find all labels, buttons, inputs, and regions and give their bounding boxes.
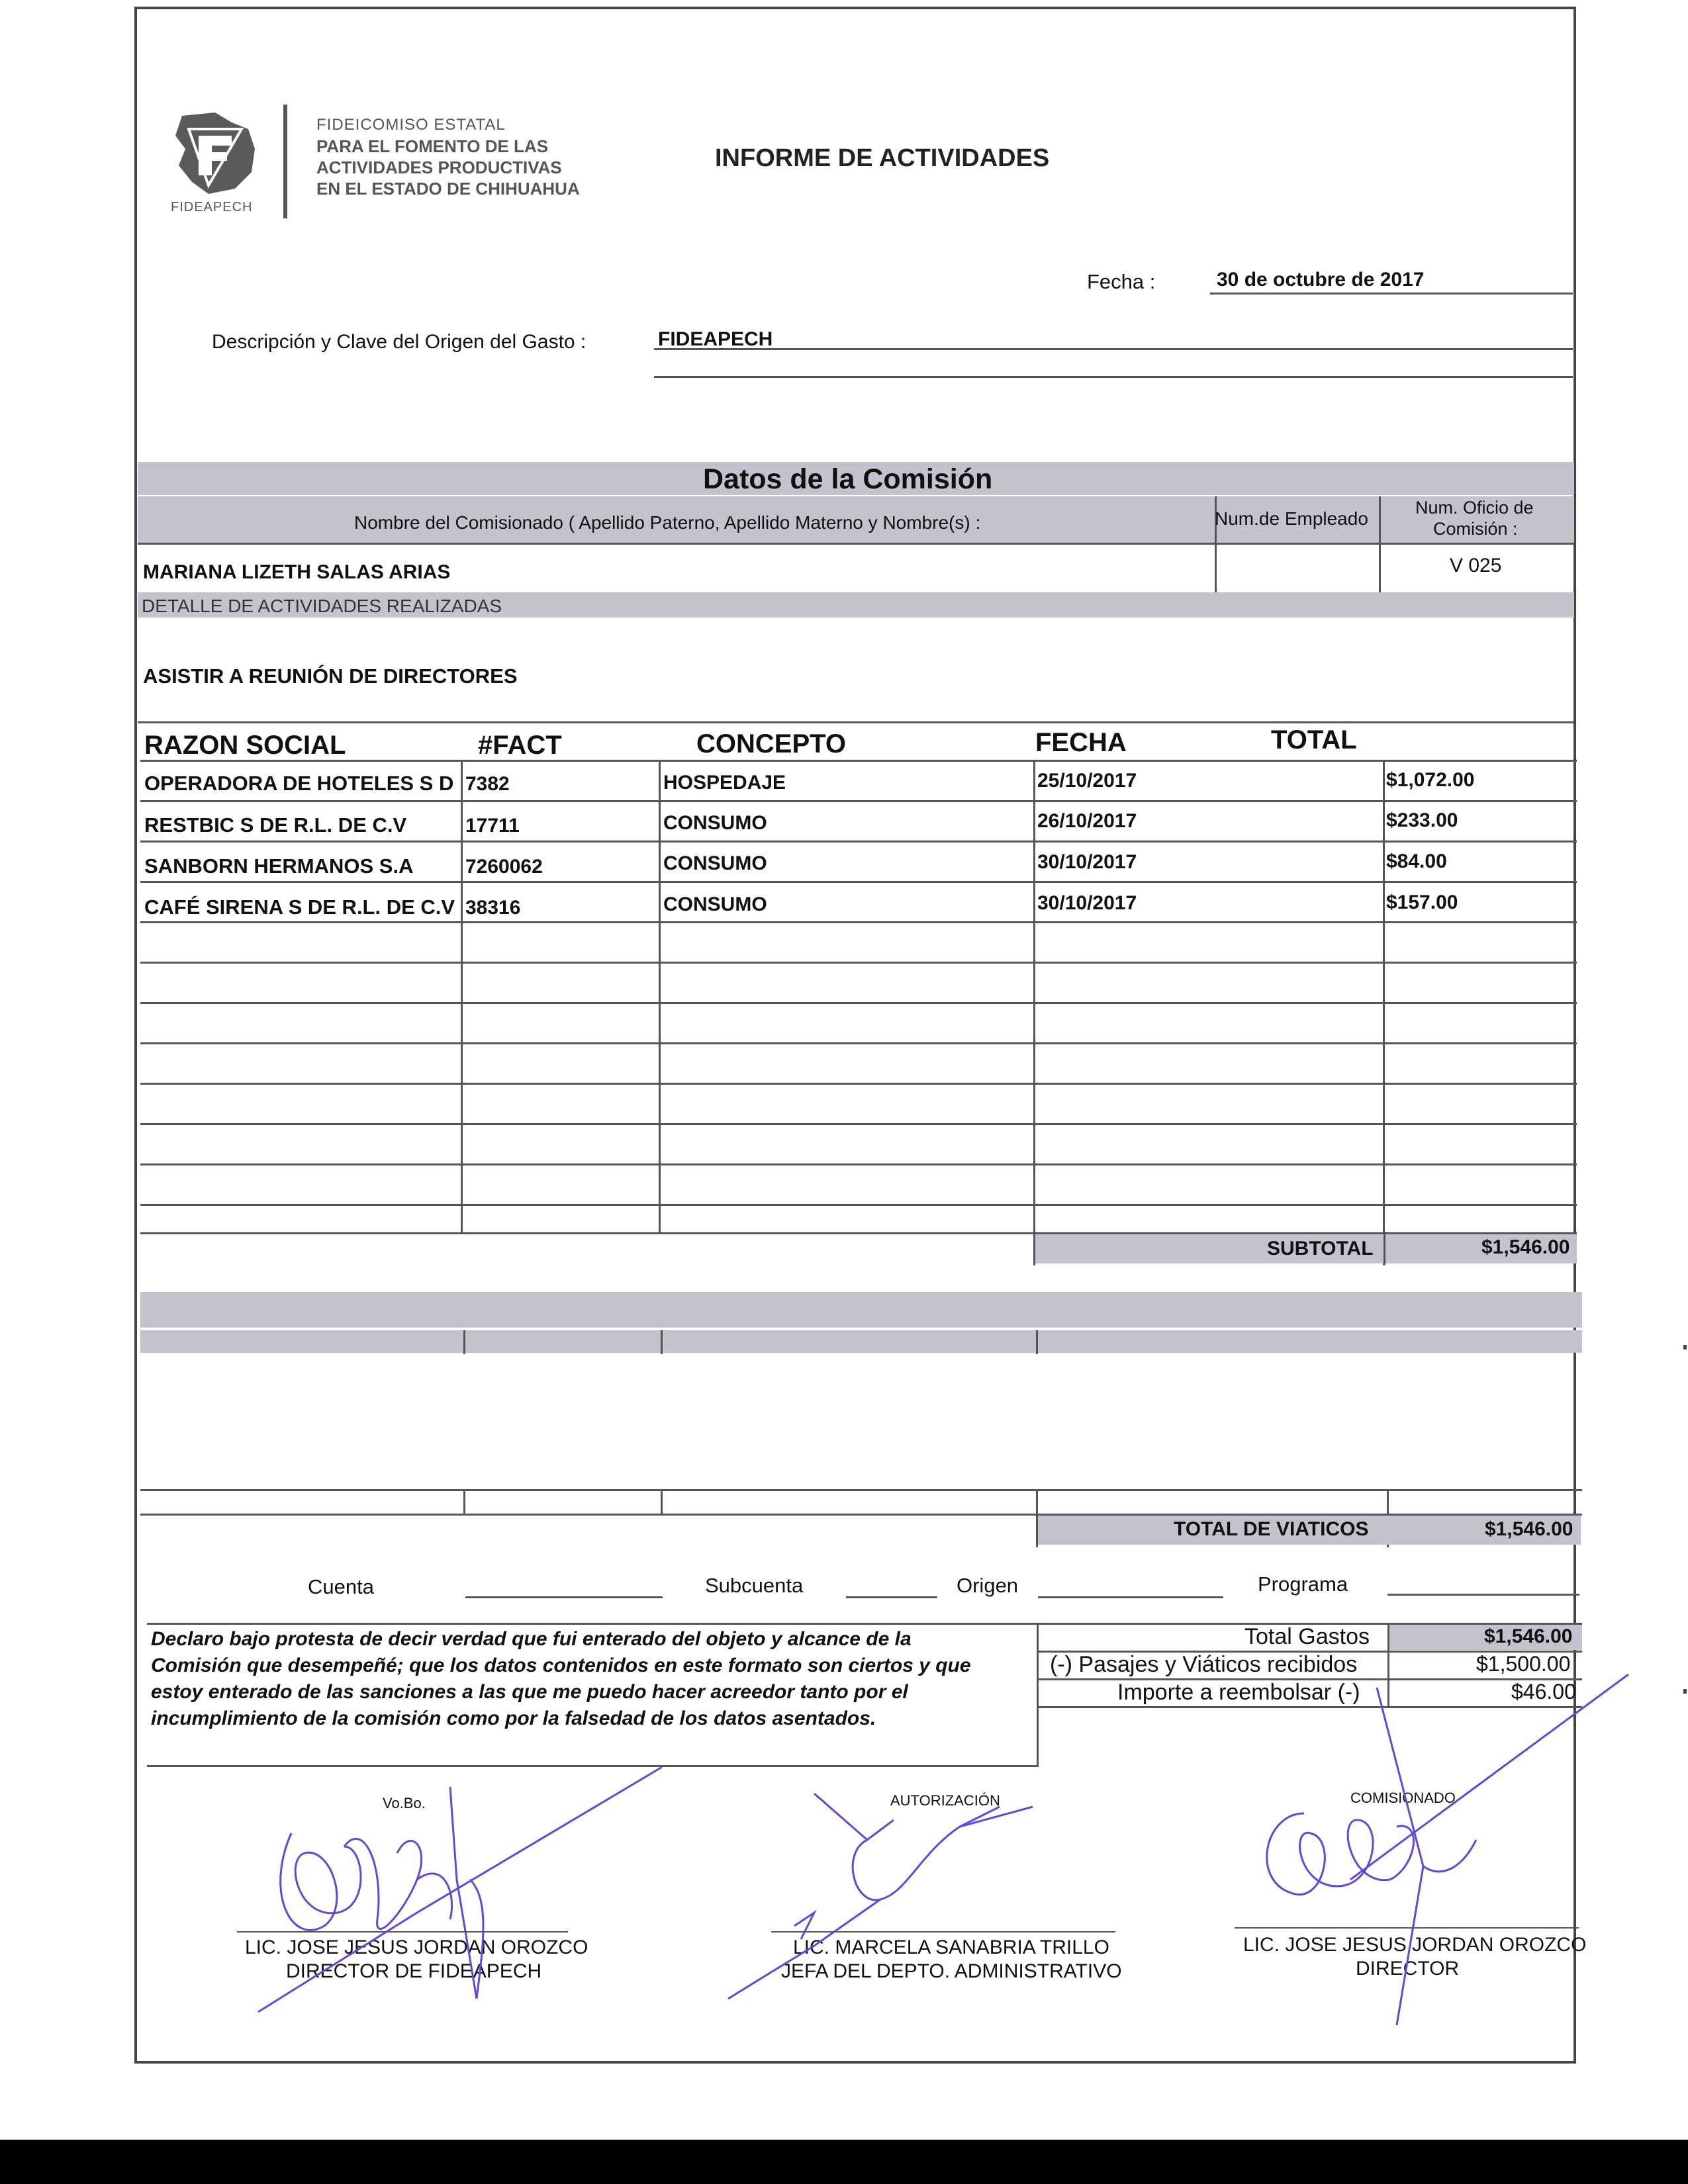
nombre-label: Nombre del Comisionado ( Apellido Paterno, Apellido Materno y Nombre(s) : — [354, 512, 981, 533]
table-line — [140, 1042, 1577, 1044]
row-4-fecha: 30/10/2017 — [1037, 892, 1137, 914]
firma-1-name: LIC. JOSE JESUS JORDAN OROZCO — [245, 1936, 588, 1958]
declaracion-line-4: incumplimiento de la comisión como por la falsedad de los datos asentados. — [151, 1707, 876, 1729]
row-1-total: $1,072.00 — [1386, 769, 1475, 791]
table-line — [140, 1163, 1577, 1165]
table-line — [140, 760, 1577, 762]
subcuenta-underline — [846, 1596, 937, 1598]
origen-underline-2 — [654, 376, 1573, 378]
total-viaticos-value: $1,546.00 — [1485, 1518, 1573, 1540]
org-line-3: ACTIVIDADES PRODUCTIVAS — [316, 158, 562, 177]
fideapech-logo — [169, 109, 261, 199]
declaracion-line-2: Comisión que desempeñé; que los datos contenidos en este formato son ciertos y que — [151, 1655, 971, 1676]
firma-3-role: COMISIONADO — [1350, 1790, 1456, 1806]
row-4-total: $157.00 — [1386, 891, 1458, 913]
total-gastos-label: Total Gastos — [1244, 1624, 1370, 1649]
scan-mark — [1683, 1689, 1687, 1694]
th-razon-social: RAZON SOCIAL — [144, 731, 346, 760]
declaracion-line-3: estoy enterado de las sanciones a las que me puedo hacer acreedor tanto por el — [151, 1681, 908, 1703]
firma-1-role: Vo.Bo. — [383, 1795, 426, 1811]
section-2-line — [140, 1489, 1582, 1491]
org-line-2: PARA EL FOMENTO DE LAS — [316, 136, 549, 156]
detalle-value: ASISTIR A REUNIÓN DE DIRECTORES — [143, 664, 518, 688]
section-2-col — [463, 1489, 465, 1514]
logo-divider — [283, 105, 287, 218]
logo-caption: FIDEAPECH — [171, 200, 253, 214]
section-2-band — [140, 1292, 1582, 1328]
origen-gasto-value: FIDEAPECH — [658, 328, 773, 350]
firma-3-name: LIC. JOSE JESUS JORDAN OROZCO — [1243, 1934, 1587, 1956]
th-total: TOTAL — [1271, 725, 1357, 754]
signature-autorizacion — [722, 1780, 1066, 2005]
table-line — [140, 1123, 1577, 1125]
table-line — [140, 1083, 1577, 1085]
firma-2-name: LIC. MARCELA SANABRIA TRILLO — [793, 1936, 1109, 1958]
row-1-fecha: 25/10/2017 — [1037, 770, 1137, 792]
row-3-total: $84.00 — [1386, 850, 1447, 872]
row-3-fecha: 30/10/2017 — [1037, 851, 1137, 873]
table-line — [140, 1204, 1577, 1206]
num-empleado-label: Num.de Empleado — [1215, 508, 1368, 529]
comision-row-line — [138, 543, 1574, 545]
table-line — [140, 1002, 1577, 1004]
num-oficio-value: V 025 — [1450, 555, 1502, 576]
table-line — [140, 800, 1577, 802]
scan-mark — [1683, 1345, 1687, 1349]
origen-underline — [1038, 1596, 1223, 1598]
reembolso-value: $46.00 — [1511, 1680, 1576, 1704]
row-2-total: $233.00 — [1386, 809, 1458, 831]
row-3-concepto: CONSUMO — [663, 852, 767, 874]
total-viaticos-label: TOTAL DE VIATICOS — [1174, 1518, 1369, 1540]
row-1-razon: OPERADORA DE HOTELES S D — [144, 772, 454, 795]
row-4-concepto: CONSUMO — [663, 893, 767, 915]
declaracion-line-1: Declaro bajo protesta de decir verdad que fui enterado del objeto y alcance de la — [151, 1628, 912, 1650]
table-line — [140, 841, 1577, 842]
origen-underline-1 — [654, 348, 1573, 350]
row-4-razon: CAFÉ SIRENA S DE R.L. DE C.V — [144, 895, 455, 919]
row-1-concepto: HOSPEDAJE — [663, 772, 786, 794]
cuenta-underline — [465, 1596, 663, 1598]
detalle-bottom-line — [138, 721, 1574, 723]
row-3-fact: 7260062 — [465, 856, 543, 878]
total-gastos-value: $1,546.00 — [1484, 1625, 1573, 1647]
section-2-col — [661, 1330, 663, 1354]
pasajes-value: $1,500.00 — [1476, 1652, 1571, 1676]
row-1-fact: 7382 — [465, 773, 510, 795]
firma-2-title: JEFA DEL DEPTO. ADMINISTRATIVO — [781, 1960, 1122, 1982]
row-2-fact: 17711 — [465, 815, 520, 837]
subcuenta-label: Subcuenta — [705, 1574, 804, 1597]
num-oficio-label-2: Comisión : — [1433, 519, 1518, 539]
origen-label: Origen — [957, 1574, 1019, 1597]
table-col-line — [1383, 760, 1385, 1265]
programa-label: Programa — [1258, 1572, 1348, 1596]
row-2-concepto: CONSUMO — [663, 812, 767, 834]
subtotal-value: $1,546.00 — [1481, 1236, 1570, 1258]
page-title: INFORME DE ACTIVIDADES — [715, 144, 1050, 172]
subtotal-divider — [1383, 1232, 1385, 1265]
page-footer-bar — [0, 2140, 1688, 2184]
fecha-label: Fecha : — [1087, 270, 1156, 293]
org-line-4: EN EL ESTADO DE CHIHUAHUA — [316, 179, 580, 199]
pasajes-label: (-) Pasajes y Viáticos recibidos — [1050, 1652, 1358, 1677]
table-line — [140, 962, 1577, 964]
fecha-underline — [1210, 293, 1573, 295]
comision-title: Datos de la Comisión — [703, 463, 993, 495]
row-2-fecha: 26/10/2017 — [1037, 810, 1137, 832]
nombre-value: MARIANA LIZETH SALAS ARIAS — [143, 561, 451, 583]
reembolso-label: Importe a reembolsar (-) — [1117, 1680, 1360, 1705]
detalle-label: DETALLE DE ACTIVIDADES REALIZADAS — [142, 596, 502, 616]
section-2-col — [661, 1489, 663, 1514]
fecha-value: 30 de octubre de 2017 — [1217, 269, 1425, 291]
org-line-1: FIDEICOMISO ESTATAL — [316, 116, 506, 134]
signature-comisionado — [1225, 1602, 1635, 2025]
cuenta-label: Cuenta — [308, 1575, 374, 1598]
th-fact: #FACT — [478, 731, 562, 760]
firma-3-title: DIRECTOR — [1356, 1958, 1460, 1979]
subtotal-label: SUBTOTAL — [1267, 1238, 1374, 1259]
firma-2-role: AUTORIZACIÓN — [890, 1792, 1000, 1809]
table-col-line — [1033, 760, 1035, 1265]
num-oficio-label-1: Num. Oficio de — [1415, 498, 1534, 518]
th-concepto: CONCEPTO — [696, 729, 846, 758]
firma-1-title: DIRECTOR DE FIDEAPECH — [286, 1960, 542, 1982]
programa-underline — [1387, 1594, 1579, 1596]
section-2-col — [1036, 1330, 1038, 1354]
table-line — [140, 921, 1577, 923]
origen-gasto-label: Descripción y Clave del Origen del Gasto : — [212, 331, 586, 353]
table-col-line — [461, 760, 463, 1232]
section-2-subband — [140, 1330, 1582, 1353]
table-col-line — [659, 760, 661, 1232]
signature-vobo — [252, 1747, 675, 2025]
table-line — [140, 881, 1577, 883]
row-4-fact: 38316 — [465, 897, 521, 919]
row-2-razon: RESTBIC S DE R.L. DE C.V — [144, 813, 407, 837]
row-3-razon: SANBORN HERMANOS S.A — [144, 854, 414, 878]
section-2-col — [463, 1330, 465, 1354]
th-fecha: FECHA — [1035, 728, 1127, 757]
